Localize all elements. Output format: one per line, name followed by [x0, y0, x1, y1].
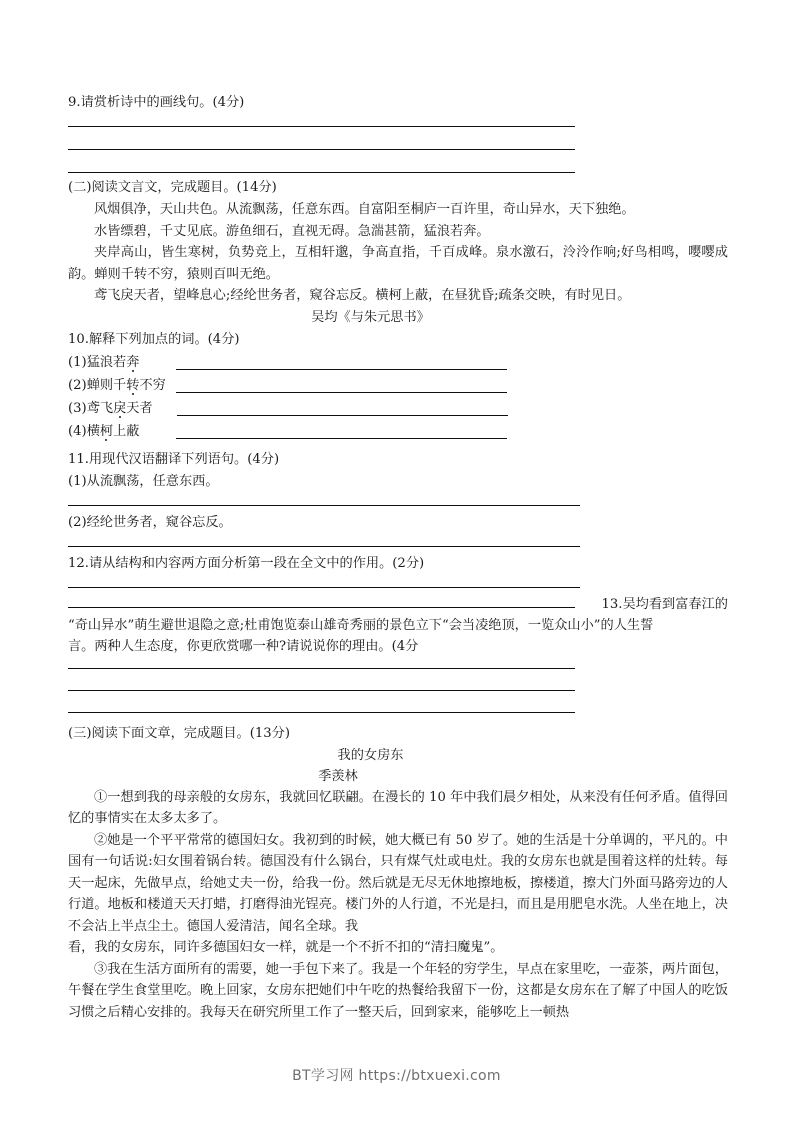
spacer [68, 575, 728, 587]
item-label: (3)鸢飞戾天者 [68, 400, 153, 416]
item-label: (2)蝉则千转不穷 [68, 377, 166, 393]
spacer [68, 713, 728, 723]
spacer [68, 691, 728, 712]
question-13-first-line [68, 592, 728, 615]
classical-passage-line-2: 水皆缥碧，千丈见底。游鱼细石，直视无碍。急湍甚箭，猛浪若奔。 [94, 223, 490, 239]
question-10-item-3 [68, 397, 728, 420]
spacer [68, 669, 728, 690]
footer-watermark: BT学习网 https://btxuexi.com [292, 1068, 501, 1084]
classical-passage-line-3: 夹岸高山，皆生寒树，负势竞上，互相轩邈，争高直指，千百成峰。泉水激石，泠泠作响;好鸟相鸣，嘤嘤成韵。蝉则千转不穷，猿则百叫无绝。 [68, 245, 728, 282]
marked-character: 戾 [113, 400, 127, 416]
passage-attribution: 吴均《与朱元思书》 [311, 309, 430, 325]
question-13-prompt-line-3: 言。两种人生态度，你更欣赏哪一种?请说说你的理由。(4分 [68, 639, 419, 654]
item-label: (4)横柯上蔽 [68, 423, 140, 439]
question-11-sub-1: (1)从流飘荡，任意东西。 [68, 473, 219, 489]
answer-line-q10-1[interactable] [176, 369, 507, 370]
answer-line-q13-0[interactable] [68, 607, 575, 608]
page-content [68, 92, 728, 1023]
answer-line-q10-2[interactable] [176, 392, 507, 393]
spacer [68, 658, 728, 668]
answer-line-q10-3[interactable] [177, 415, 508, 416]
section-two-heading: (二)阅读文言文，完成题目。(14分) [68, 180, 277, 195]
question-10-item-4 [68, 420, 728, 443]
spacer [68, 534, 728, 546]
question-11-sub-2: (2)经纶世务者，窥谷忘反。 [68, 514, 232, 530]
article-title: 我的女房东 [337, 747, 404, 763]
question-10-item-1 [68, 351, 728, 374]
marked-character: 转 [126, 377, 140, 393]
article-paragraph-2: ②她是一个平平常常的德国妇女。我初到的时候，她大概已有 50 岁了。她的生活是十分单调的，平凡的。中国有一句话说:妇女围着锅台转。德国没有什么锅台，只有煤气灶或电灶。我的女房东也就是围着这样的灶转。每天一起床，先做早点，给她丈夫一份，给我一份。然后就是无尽无休地擦地板，擦楼道，擦大门外面马路旁边的人行道。地板和楼道天天打蜡，打磨得油光锃亮。楼门外的人行道，不光是扫，而且是用肥皂水洗。人坐在地上，决不会沾上半点尘土。德国人爱清洁，闻名全球。我 [68, 832, 728, 934]
article-paragraph-1: ①一想到我的母亲般的女房东，我就回忆联翩。在漫长的 10 年中我们晨夕相处，从来没有任何矛盾。值得回忆的事情实在太多太多了。 [68, 789, 728, 826]
question-13-prompt-start: 13.吴均看到富春江的 [601, 596, 728, 612]
article-author: 季羡林 [318, 768, 358, 784]
spacer [68, 150, 728, 172]
marked-character: 奔 [126, 354, 140, 370]
article-paragraph-3: ③我在生活方面所有的需要，她一手包下来了。我是一个年轻的穷学生，早点在家里吃，一壶茶，两片面包，午餐在学生食堂里吃。晚上回家，女房东把她们中午吃的热餐给我留下一份，这都是女房东在了解了中国人的吃饭习惯之后精心安排的。我每天在研究所里工作了一整天后，回到家来，能够吃上一顿热 [68, 961, 728, 1020]
section-three-heading: (三)阅读下面文章，完成题目。(13分) [68, 725, 290, 741]
spacer [68, 114, 728, 126]
question-13-prompt-line-2: “奇山异水”萌生避世退隐之意;杜甫饱览泰山雄奇秀丽的景色立下“会当凌绝顶，一览众山小”的人生誓 [68, 617, 654, 633]
answer-line-q10-4[interactable] [176, 438, 507, 439]
spacer [68, 493, 728, 505]
question-10-prompt: 10.解释下列加点的词。(4分) [68, 331, 240, 347]
classical-passage-line-1: 风烟俱净，天山共色。从流飘荡，任意东西。自富阳至桐庐一百许里，奇山异水，天下独绝。 [94, 202, 635, 217]
question-12-prompt: 12.请从结构和内容两方面分析第一段在全文中的作用。(2分) [68, 555, 425, 571]
article-paragraph-2-overflow: 看，我的女房东，同许多德国妇女一样，就是一个不折不扣的“清扫魔鬼”。 [68, 940, 504, 955]
classical-passage-line-4: 鸢飞戾天者，望峰息心;经纶世务者，窥谷忘反。横柯上蔽，在昼犹昏;疏条交映，有时见日。 [94, 288, 631, 303]
question-9-prompt: 9.请赏析诗中的画线句。(4分) [68, 95, 245, 110]
question-10-item-2 [68, 374, 728, 397]
marked-character: 柯 [99, 423, 114, 439]
spacer [68, 127, 728, 149]
question-11-prompt: 11.用现代汉语翻译下列语句。(4分) [68, 451, 280, 467]
item-label: (1)猛浪若奔 [68, 354, 140, 370]
